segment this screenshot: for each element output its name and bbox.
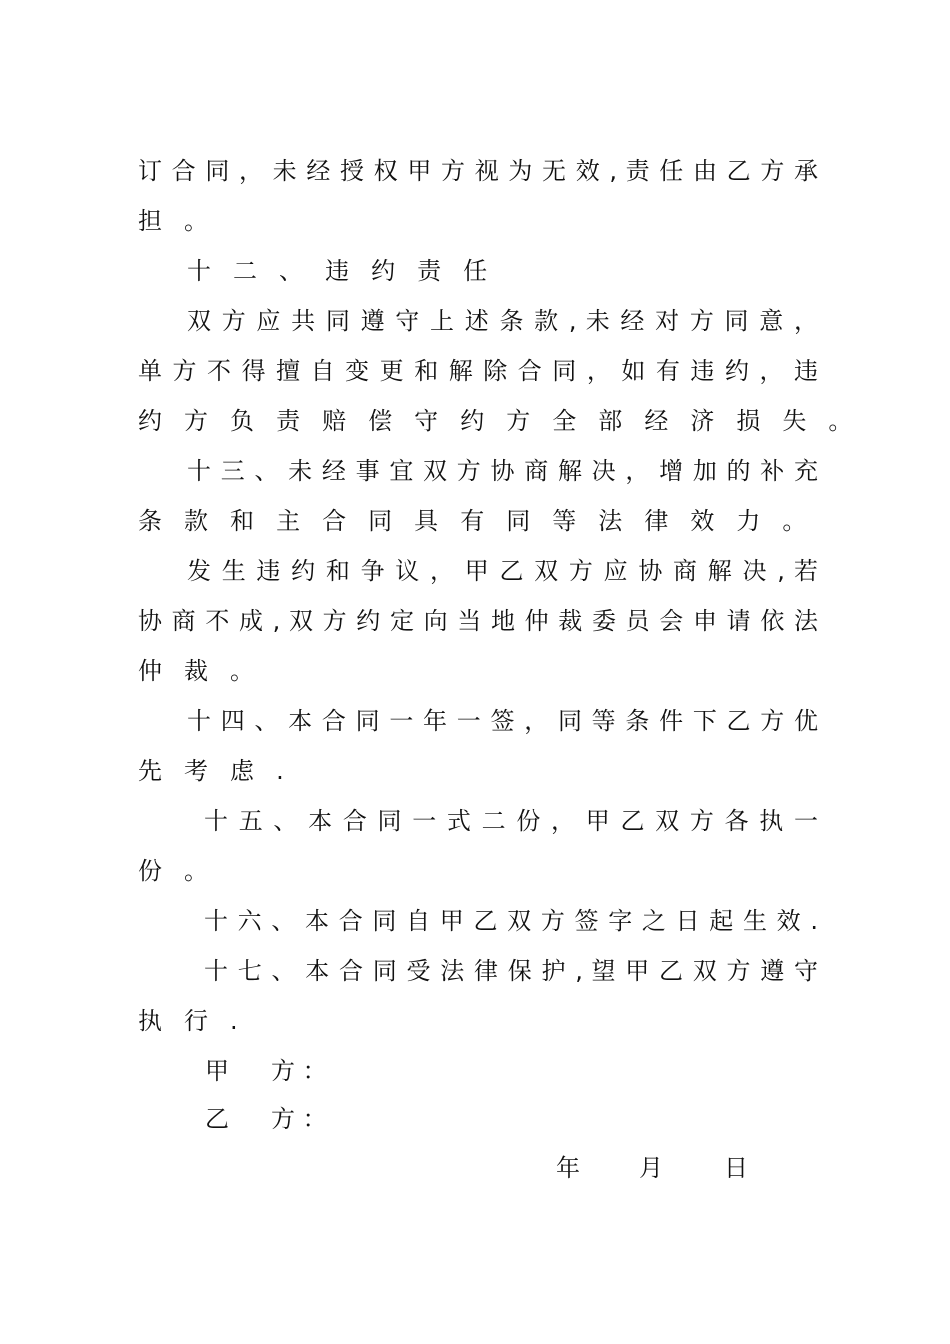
text-line: 约 方 负 责 赔 偿 守 约 方 全 部 经 济 损 失 。 <box>138 407 860 435</box>
text-line: 执 行 . <box>138 1007 245 1035</box>
party-b-char: 乙 <box>205 1105 229 1133</box>
section-heading: 十 二 、 违 约 责 任 <box>187 257 495 285</box>
text-line: 十 四 、 本 合 同 一 年 一 签 ， 同 等 条 件 下 乙 方 优 <box>187 707 818 735</box>
party-a-suffix: 方 ： <box>271 1057 327 1085</box>
text-line: 仲 裁 。 <box>138 657 262 685</box>
text-line: 份 。 <box>138 857 216 885</box>
text-line: 协 商 不 成 , 双 方 约 定 向 当 地 仲 裁 委 员 会 申 请 依 法 <box>138 607 818 635</box>
text-line: 担 。 <box>138 207 216 235</box>
party-b-suffix: 方 ： <box>271 1105 327 1133</box>
date-year: 年 <box>556 1154 580 1182</box>
text-line: 单 方 不 得 擅 自 变 更 和 解 除 合 同 ， 如 有 违 约 ， 违 <box>138 357 818 385</box>
text-line: 先 考 虑 . <box>138 757 291 785</box>
text-line: 订 合 同 ， 未 经 授 权 甲 方 视 为 无 效 , 责 任 由 乙 方 承 <box>138 157 818 185</box>
party-a-char: 甲 <box>205 1057 229 1085</box>
text-line: 双 方 应 共 同 遵 守 上 述 条 款 , 未 经 对 方 同 意 ， <box>187 307 818 335</box>
party-a-label <box>205 1053 327 1089</box>
text-line: 十 五 、 本 合 同 一 式 二 份 ， 甲 乙 双 方 各 执 一 <box>204 807 818 835</box>
text-line: 十 三 、 未 经 事 宜 双 方 协 商 解 决 ， 增 加 的 补 充 <box>187 457 818 485</box>
text-line: 十 六 、 本 合 同 自 甲 乙 双 方 签 字 之 日 起 生 效 . <box>204 907 818 935</box>
date-day: 日 <box>724 1154 748 1182</box>
date-month: 月 <box>639 1154 663 1182</box>
text-line: 条 款 和 主 合 同 具 有 同 等 法 律 效 力 。 <box>138 507 814 535</box>
text-line: 发 生 违 约 和 争 议 ， 甲 乙 双 方 应 协 商 解 决 , 若 <box>187 557 818 585</box>
party-b-label <box>205 1101 327 1137</box>
text-line: 十 七 、 本 合 同 受 法 律 保 护 , 望 甲 乙 双 方 遵 守 <box>204 957 818 985</box>
